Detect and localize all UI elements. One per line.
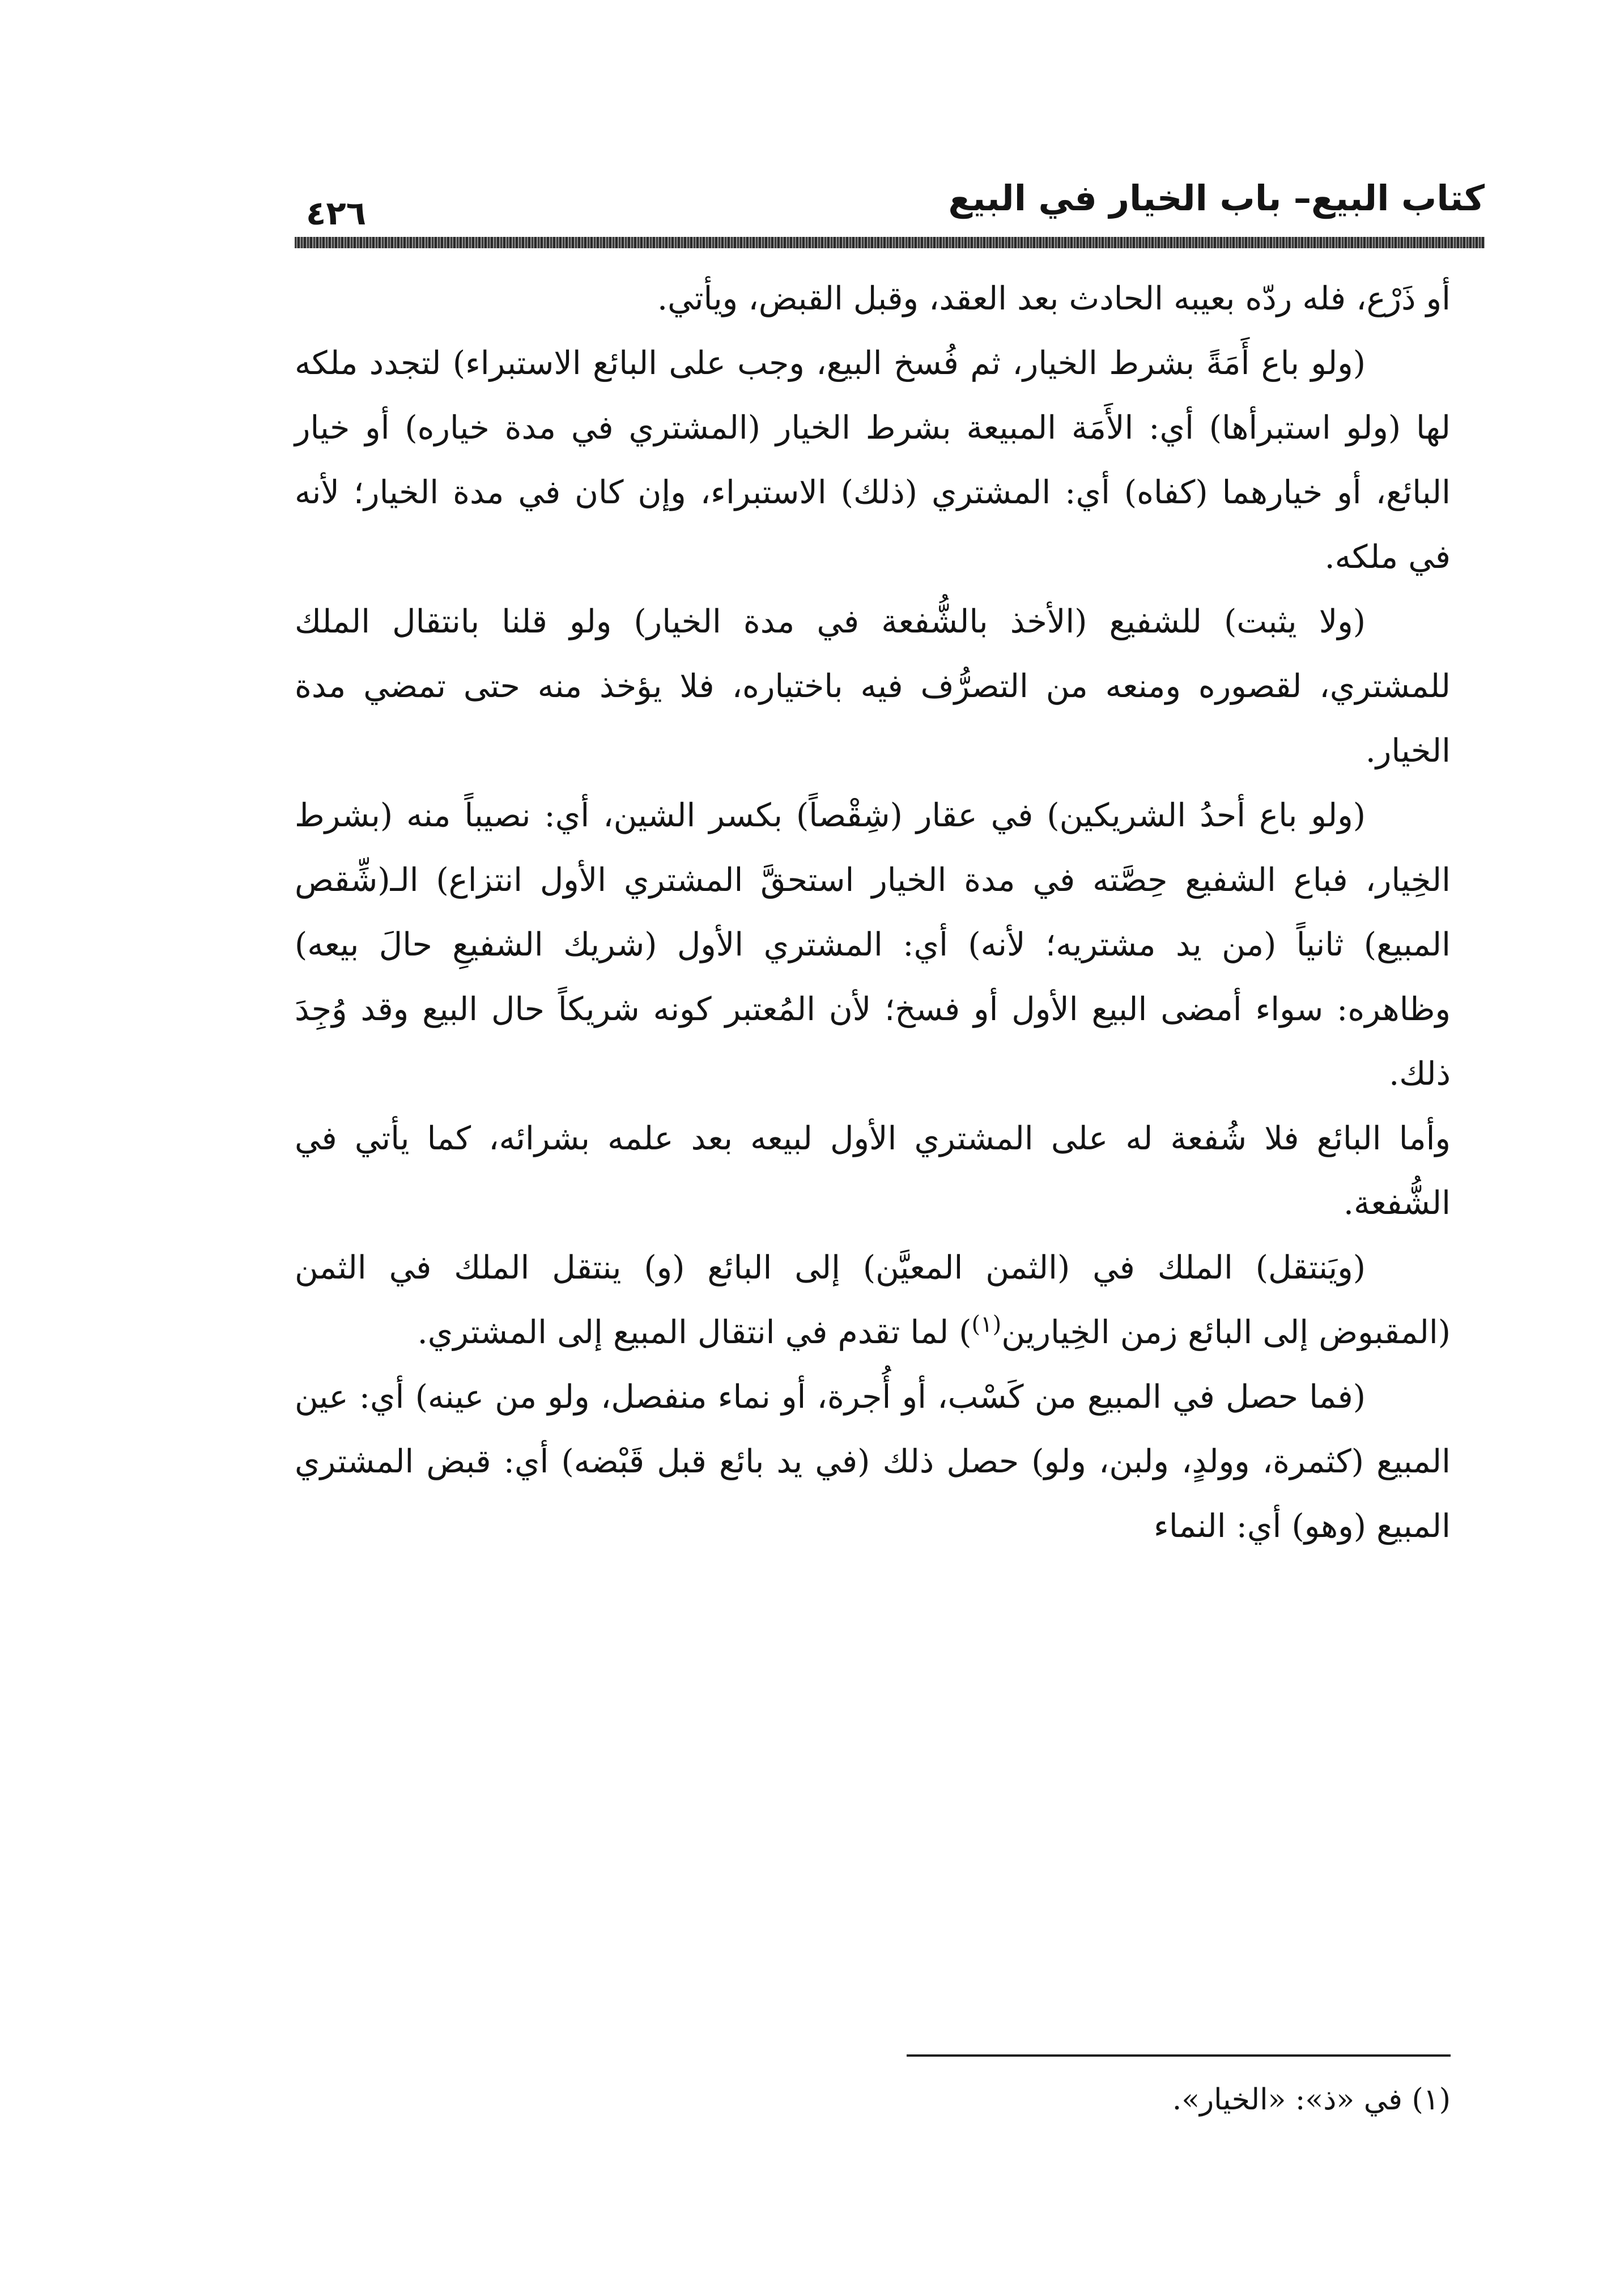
header-rule bbox=[295, 237, 1485, 248]
footnote: (١) في «ذ»: «الخيار». bbox=[1172, 2083, 1451, 2117]
paragraph-price-transfer-end: ) لما تقدم في انتقال المبيع إلى المشتري. bbox=[417, 1314, 972, 1351]
paragraph-continuation: أو ذَرْع، فله ردّه بعيبه الحادث بعد العقد، وقبل القبض، ويأتي. bbox=[657, 280, 1451, 317]
paragraph-shiqs: (ولو باع أحدُ الشريكين) في عقار (شِقْصاً) بكسر الشين، أي: نصيباً منه (بشرط الخِيار، فباع الشفيع حِصَّته في مدة الخيار استحقَّ المشتري الأول انتزاع) الـ(شِّقص المبيع) ثانياً (من يد مشتريه؛ لأنه) أي: المشتري الأول (شريك الشفيعِ حالَ بيعه) وظاهره: سواء أمضى البيع الأول أو فسخ؛ لأن المُعتبر كونه شريكاً حال البيع وقد وُجِدَ ذلك. bbox=[295, 797, 1451, 1093]
body-text bbox=[295, 266, 1451, 1559]
page-header bbox=[295, 170, 1485, 249]
footnote-rule bbox=[907, 2054, 1451, 2057]
page-number: ٤٢٦ bbox=[306, 194, 367, 232]
paragraph-istibra: (ولو باع أَمَةً بشرط الخيار، ثم فُسخ البيع، وجب على البائع الاستبراء) لتجدد ملكه لها (ولو استبرأها) أي: الأَمَة المبيعة بشرط الخيار (المشتري في مدة خياره) أو خيار البائع، أو خيارهما (كفاه) أي: المشتري (ذلك) الاستبراء، وإن كان في مدة الخيار؛ لأنه في ملكه. bbox=[295, 345, 1451, 576]
paragraph-price-transfer bbox=[295, 1235, 1451, 1365]
paragraph-seller-shufah: وأما البائع فلا شُفعة له على المشتري الأول لبيعه بعد علمه بشرائه، كما يأتي في الشُّفعة. bbox=[295, 1120, 1451, 1222]
running-title: كتاب البيع– باب الخيار في البيع bbox=[948, 177, 1485, 219]
paragraph-growth: (فما حصل في المبيع من كَسْب، أو أُجرة، أو نماء منفصل، ولو من عينه) أي: عين المبيع (كثمرة، وولدٍ، ولبن، ولو) حصل ذلك (في يد بائع قبل قَبْضه) أي: قبض المشتري المبيع (وهو) أي: النماء bbox=[295, 1378, 1451, 1545]
paragraph-price-transfer-text: (ويَنتقل) الملك في (الثمن المعيَّن) إلى البائع (و) ينتقل الملك في الثمن (المقبوض إلى البائع زمن الخِيارين bbox=[295, 1249, 1451, 1351]
paragraph-shufah: (ولا يثبت) للشفيع (الأخذ بالشُّفعة في مدة الخيار) ولو قلنا بانتقال الملك للمشتري، لقصوره ومنعه من التصرُّف فيه باختياره، فلا يؤخذ منه حتى تمضي مدة الخيار. bbox=[295, 603, 1451, 770]
footnote-reference: (١) bbox=[971, 1311, 1002, 1337]
